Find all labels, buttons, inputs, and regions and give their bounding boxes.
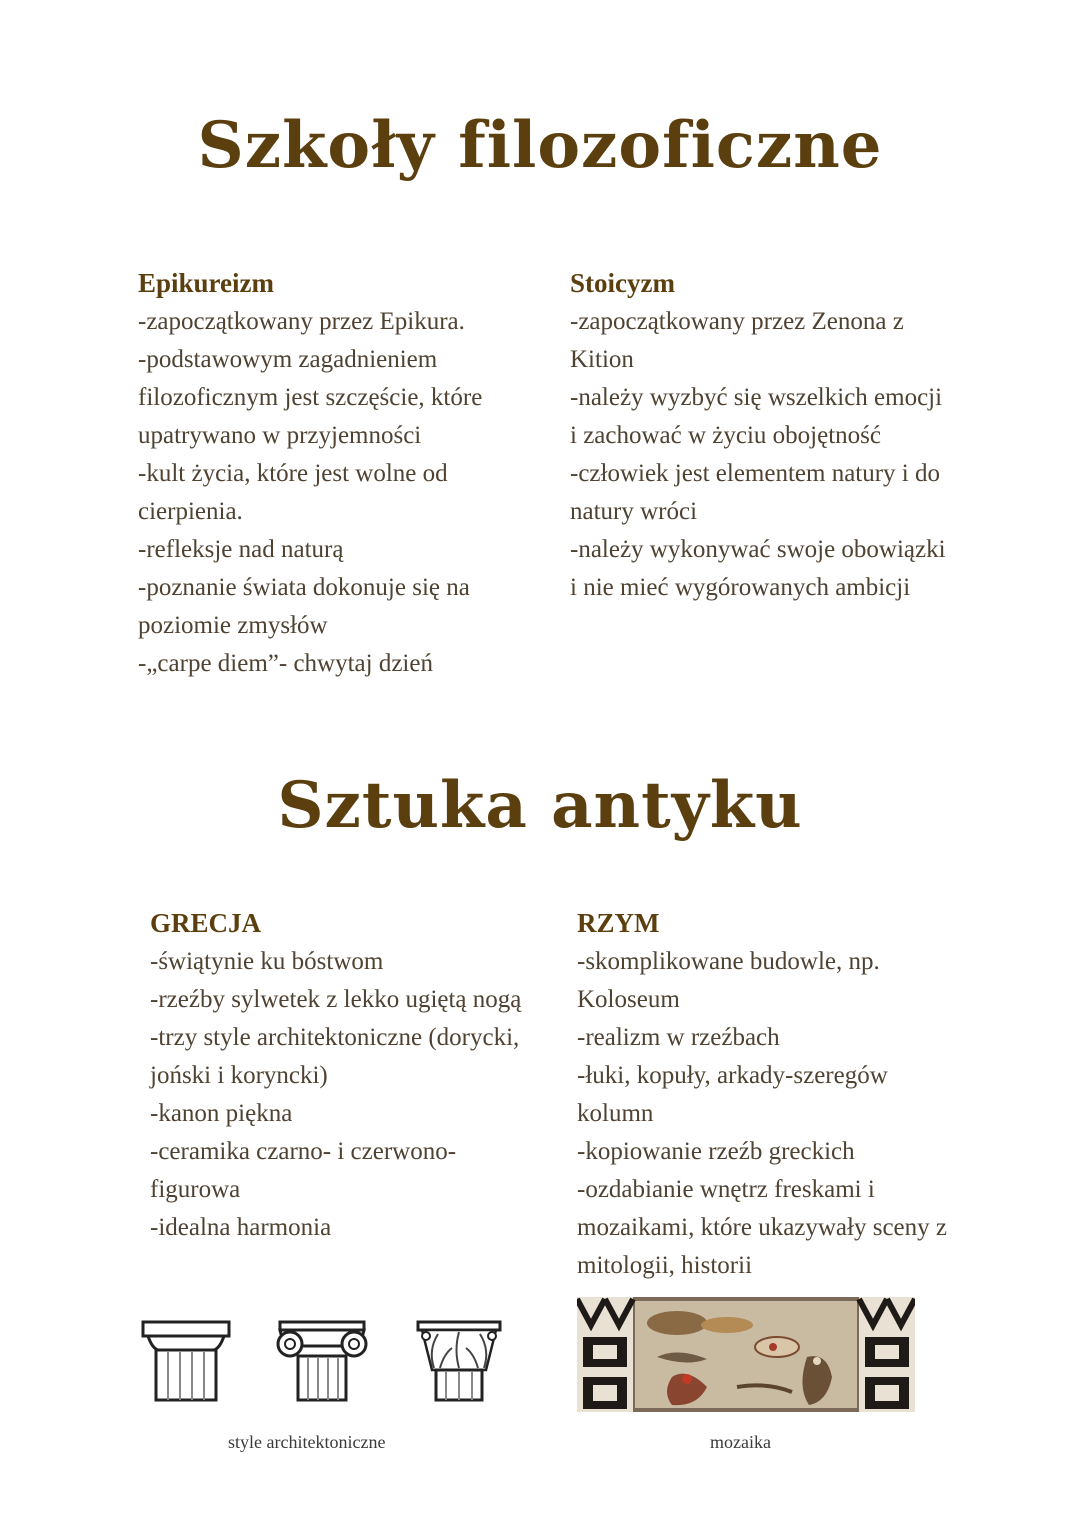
rome-section <box>577 908 952 1285</box>
list-item: -zapoczątkowany przez Epikura. <box>138 308 465 335</box>
list-item: -trzy style architektoniczne (dorycki, joński i koryncki) <box>150 1024 520 1089</box>
list-item: -refleksje nad naturą <box>138 536 344 563</box>
corinthian-column-icon <box>414 1320 504 1402</box>
mosaic-caption: mozaika <box>710 1432 771 1452</box>
list-item: -należy wyzbyć się wszelkich emocji i zachować w życiu obojętność <box>570 384 943 449</box>
list-item: -podstawowym zagadnieniem filozoficznym jest szczęście, które upatrywano w przyjemności <box>138 346 483 449</box>
rome-heading: RZYM <box>577 908 660 938</box>
greece-section <box>150 908 535 1247</box>
mosaic-image <box>577 1297 915 1412</box>
list-item: -kanon piękna <box>150 1100 293 1127</box>
list-item: -świątynie ku bóstwom <box>150 948 384 975</box>
list-item: -łuki, kopuły, arkady-szeregów kolumn <box>577 1062 888 1127</box>
list-item: -zapoczątkowany przez Zenona z Kition <box>570 308 904 373</box>
epicureanism-section <box>138 268 523 683</box>
ionic-column-icon <box>276 1320 368 1402</box>
list-item: -człowiek jest elementem natury i do natury wróci <box>570 460 941 525</box>
list-item: -ozdabianie wnętrz freskami i mozaikami, które ukazywały sceny z mitologii, historii <box>577 1176 947 1279</box>
page-title-art: Sztuka antyku <box>277 768 803 843</box>
stoicism-section <box>570 268 950 607</box>
list-item: -idealna harmonia <box>150 1214 332 1241</box>
columns-caption: style architektoniczne <box>228 1432 386 1452</box>
list-item: -poznanie świata dokonuje się na poziomie zmysłów <box>138 574 470 639</box>
list-item: -ceramika czarno- i czerwono-figurowa <box>150 1138 457 1203</box>
list-item: -skomplikowane budowle, np. Koloseum <box>577 948 880 1013</box>
page-title-philosophy: Szkoły filozoficzne <box>197 108 883 183</box>
list-item: -„carpe diem”- chwytaj dzień <box>138 650 433 677</box>
list-item: -należy wykonywać swoje obowiązki i nie mieć wygórowanych ambicji <box>570 536 946 601</box>
list-item: -kult życia, które jest wolne od cierpienia. <box>138 460 448 525</box>
doric-column-icon <box>140 1320 232 1402</box>
list-item: -rzeźby sylwetek z lekko ugiętą nogą <box>150 986 522 1013</box>
list-item: -kopiowanie rzeźb greckich <box>577 1138 855 1165</box>
list-item: -realizm w rzeźbach <box>577 1024 780 1051</box>
greece-heading: GRECJA <box>150 908 262 938</box>
epicureanism-heading: Epikureizm <box>138 268 275 298</box>
stoicism-heading: Stoicyzm <box>570 268 675 298</box>
